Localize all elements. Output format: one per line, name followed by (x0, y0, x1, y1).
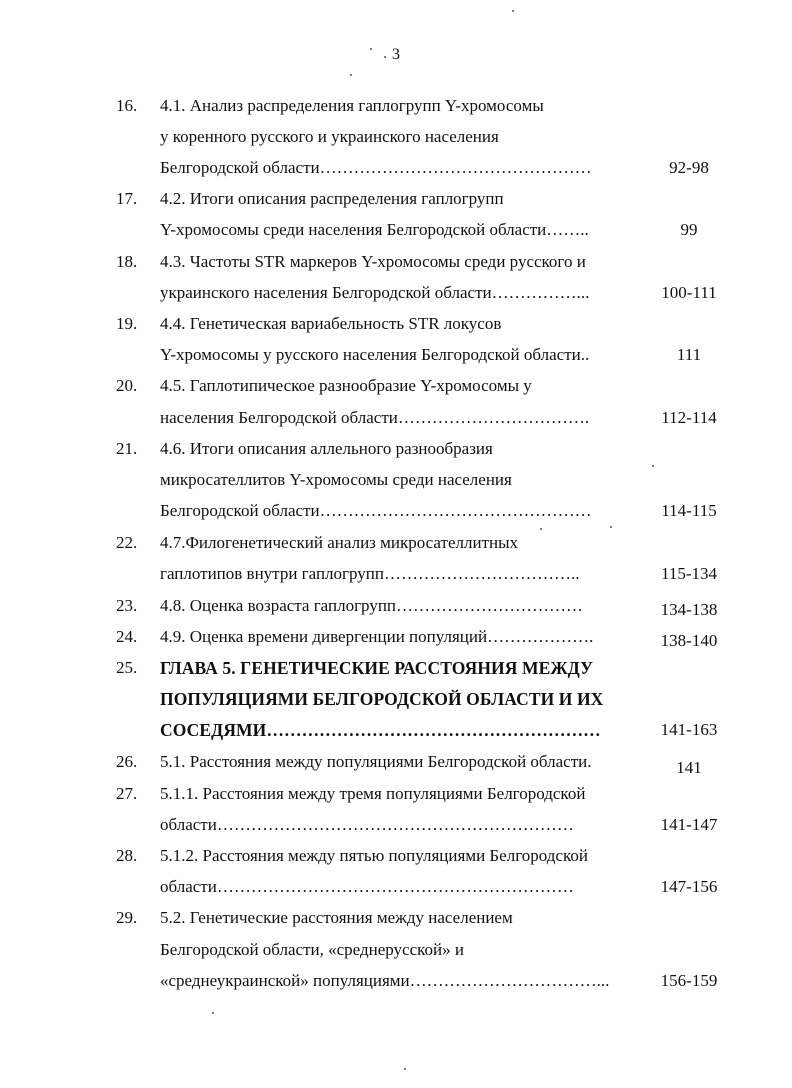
entry-pages: 111 (676, 345, 702, 364)
entry-number: 20. (116, 376, 138, 395)
entry-pages: 99 (680, 220, 698, 239)
scan-speck (512, 10, 514, 12)
entry-pages: 156-159 (660, 971, 718, 990)
entry-line: 4.8. Оценка возраста гаплогрупп…………………………… (160, 596, 584, 615)
entry-line: Y-хромосомы у русского населения Белгородской области.. (160, 345, 590, 364)
entry-number: 27. (116, 784, 138, 803)
entry-number: 23. (116, 596, 138, 615)
entry-line: населения Белгородской области……………………………. (160, 408, 590, 427)
scan-speck (540, 528, 542, 530)
entry-number: 29. (116, 908, 138, 927)
entry-pages: 141-147 (660, 815, 718, 834)
entry-line: 5.2. Генетические расстояния между населением (160, 908, 513, 927)
scan-speck (370, 48, 372, 50)
entry-pages: 115-134 (660, 564, 718, 583)
entry-line: украинского населения Белгородской области……………... (160, 283, 590, 302)
entry-line: 4.6. Итоги описания аллельного разнообразия (160, 439, 493, 458)
entry-line: 5.1. Расстояния между популяциями Белгородской области. (160, 752, 592, 771)
entry-pages: 138-140 (660, 631, 718, 650)
entry-number: 25. (116, 658, 138, 677)
entry-pages: 92-98 (669, 158, 709, 177)
scan-speck (652, 465, 654, 467)
entry-pages: 147-156 (660, 877, 718, 896)
entry-line: 4.7.Филогенетический анализ микросателлитных (160, 533, 519, 552)
entry-line: 4.4. Генетическая вариабельность STR локусов (160, 314, 502, 333)
entry-line: Белгородской области………………………………………… (160, 501, 592, 520)
scan-speck (610, 526, 612, 528)
entry-number: 22. (116, 533, 138, 552)
entry-line: ГЛАВА 5. ГЕНЕТИЧЕСКИЕ РАССТОЯНИЯ МЕЖДУ (160, 658, 594, 678)
entry-line: 5.1.2. Расстояния между пятью популяциями Белгородской (160, 846, 588, 865)
entry-line: 4.5. Гаплотипическое разнообразие Y-хромосомы у (160, 376, 532, 395)
entry-number: 19. (116, 314, 138, 333)
entry-line: «среднеукраинской» популяциями……………………………... (160, 971, 610, 990)
entry-number: 24. (116, 627, 138, 646)
entry-line: 5.1.1. Расстояния между тремя популяциями Белгородской (160, 784, 586, 803)
scan-speck (212, 1012, 214, 1014)
entry-line: Y-хромосомы среди населения Белгородской области…….. (160, 220, 589, 239)
entry-line: гаплотипов внутри гаплогрупп…………………………….. (160, 564, 580, 583)
entry-line: Белгородской области, «среднерусской» и (160, 940, 464, 959)
entry-number: 28. (116, 846, 138, 865)
entry-line: СОСЕДЯМИ………………………………………………… (160, 720, 601, 740)
page-number: 3 (392, 46, 400, 63)
scan-speck (404, 1068, 406, 1070)
entry-number: 17. (116, 189, 138, 208)
entry-line: 4.1. Анализ распределения гаплогрупп Y-хромосомы (160, 96, 544, 115)
entry-line: микросателлитов Y-хромосомы среди населения (160, 470, 512, 489)
entry-line: Белгородской области………………………………………… (160, 158, 592, 177)
entry-pages: 112-114 (661, 408, 717, 427)
entry-line: 4.9. Оценка времени дивергенции популяций………………. (160, 627, 594, 646)
entry-pages: 134-138 (660, 600, 718, 619)
entry-number: 21. (116, 439, 138, 458)
entry-pages: 114-115 (661, 501, 717, 520)
entry-pages: 141-163 (660, 720, 718, 739)
entry-line: 4.2. Итоги описания распределения гаплогрупп (160, 189, 504, 208)
entry-number: 16. (116, 96, 138, 115)
entry-line: ПОПУЛЯЦИЯМИ БЕЛГОРОДСКОЙ ОБЛАСТИ И ИХ (160, 689, 604, 709)
entry-line: у коренного русского и украинского населения (160, 127, 499, 146)
entry-pages: 100-111 (661, 283, 717, 302)
entry-number: 26. (116, 752, 138, 771)
entry-pages: 141 (676, 758, 702, 777)
scan-speck (350, 74, 352, 76)
entry-line: области……………………………………………………… (160, 815, 574, 834)
entry-line: 4.3. Частоты STR маркеров Y-хромосомы среди русского и (160, 252, 586, 271)
scan-speck (384, 56, 386, 58)
entry-line: области……………………………………………………… (160, 877, 574, 896)
entry-number: 18. (116, 252, 138, 271)
